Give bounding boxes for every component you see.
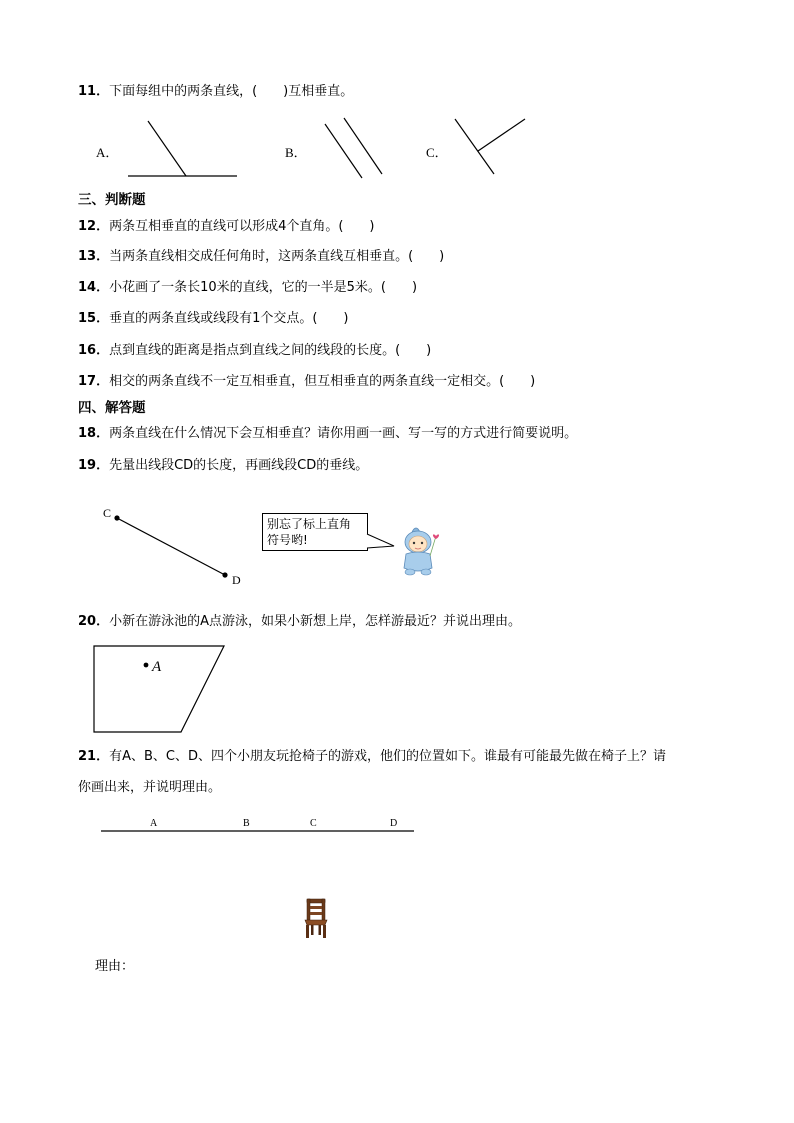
child-a-label: A [150,818,158,829]
question-20 [78,613,521,631]
question-11 [78,83,353,101]
speech-bubble: 别忘了标上直角 符号哟! [262,513,368,551]
point-c-label: C [103,506,112,520]
question-text: 你画出来，并说明理由。 [78,780,222,795]
option-a-figure [125,116,240,180]
question-text: 有A、B、C、D、四个小朋友玩抢椅子的游戏，他们的位置如下。谁最有可能最先做在椅子上？请 [109,749,666,764]
option-c-short-line [478,119,525,151]
point-d [222,572,227,577]
chair-icon [303,898,329,940]
option-c-long-line [455,119,494,174]
option-c-figure [452,116,528,178]
question-21 [78,748,666,766]
section-4-heading: 四、解答题 [78,400,146,416]
question-number: 21． [78,749,110,764]
question-number: 19． [78,458,110,473]
option-c-label: C． [426,145,448,160]
section-3-heading: 三、判断题 [78,192,146,208]
question-text: 先量出线段CD的长度，再画线段CD的垂线。 [109,458,369,473]
point-a-label: A [152,659,162,675]
segment-cd [117,518,225,575]
question-21-continued [78,779,221,797]
question-text: 两条直线在什么情况下会互相垂直？请你用画一画、写一写的方式进行简要说明。 [109,426,578,441]
option-b-figure [320,118,386,182]
option-a-slant-line [148,121,186,176]
question-text: 小新在游泳池的A点游泳，如果小新想上岸，怎样游最近？并说出理由。 [109,614,521,629]
question-number: 15． [78,311,110,326]
question-14 [78,279,417,297]
child-d-label: D [390,818,398,829]
question-text: 垂直的两条直线或线段有1个交点。( ) [109,311,349,326]
question-16 [78,342,431,360]
question-text: 点到直线的距离是指点到直线之间的线段的长度。( ) [109,343,432,358]
question-number: 20． [78,614,110,629]
question-number: 12． [78,219,110,234]
children-line [100,829,416,833]
segment-cd-figure [110,512,235,582]
cartoon-kid-icon [396,524,444,576]
question-17 [78,373,535,391]
point-d-label: D [232,573,241,587]
point-a [144,663,149,668]
child-b-label: B [243,818,250,829]
question-number: 11． [78,84,110,99]
child-c-label: C [310,818,317,829]
question-number: 16． [78,343,110,358]
question-text: 下面每组中的两条直线，( )互相垂直。 [109,84,354,99]
option-b-line-2 [344,118,382,174]
question-15 [78,310,349,328]
question-number: 17． [78,374,110,389]
option-b-line-1 [325,124,362,178]
option-a-label: A． [96,145,119,160]
question-number: 13． [78,249,110,264]
question-12 [78,218,375,236]
question-13 [78,248,444,266]
question-number: 18． [78,426,110,441]
question-19 [78,457,368,475]
question-text: 小花画了一条长10米的直线，它的一半是5米。( ) [109,280,418,295]
question-number: 14． [78,280,110,295]
question-text: 当两条直线相交成任何角时，这两条直线互相垂直。( ) [109,249,445,264]
speech-bubble-tail [366,530,396,552]
reason-label: 理由： [95,959,135,974]
option-b-label: B． [285,145,307,160]
point-c [114,515,119,520]
question-18 [78,425,577,443]
question-text: 两条互相垂直的直线可以形成4个直角。( ) [109,219,375,234]
question-text: 相交的两条直线不一定互相垂直，但互相垂直的两条直线一定相交。( ) [109,374,536,389]
